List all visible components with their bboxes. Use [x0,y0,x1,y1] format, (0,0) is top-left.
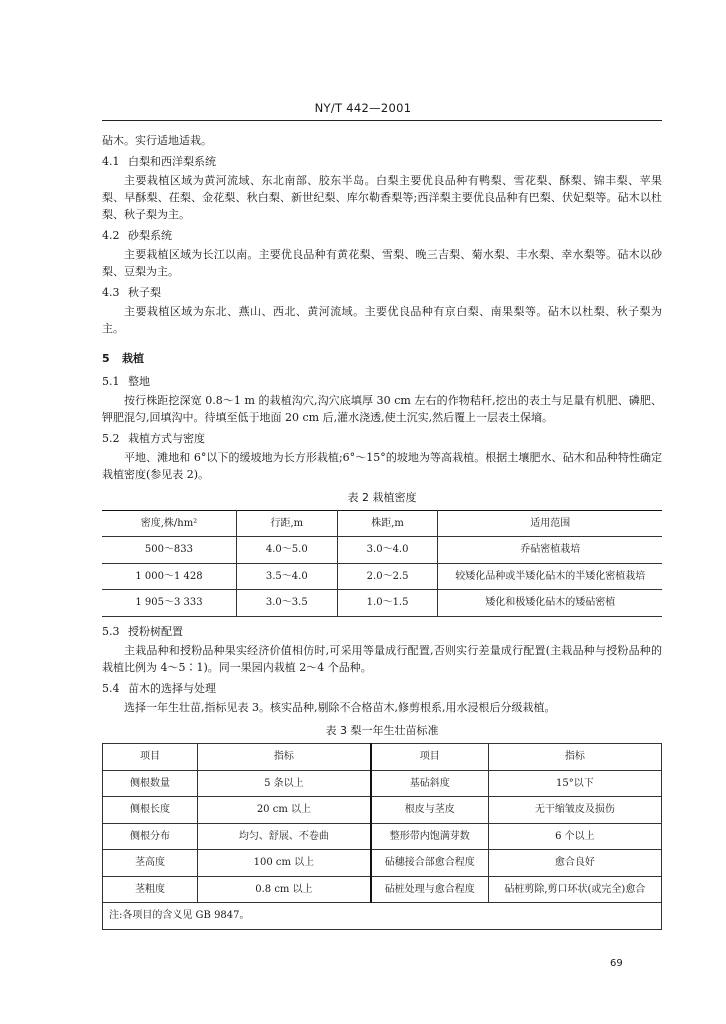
table-cell: 侧根分布 [103,823,198,850]
table-header-cell: 行距,m [236,510,337,537]
section-title: 栽植 [122,351,144,365]
table-cell: 整形带内饱满芽数 [371,823,488,850]
section-title: 苗木的选择与处理 [128,682,216,696]
section-5-4-heading [102,680,662,697]
table-3-seedling-standard [102,743,662,930]
table-cell: 均匀、舒展、不卷曲 [198,823,371,850]
section-number: 4.3 [102,286,120,300]
table-cell: 较矮化品种或半矮化砧木的半矮化密植栽培 [438,563,662,590]
table-cell: 茎高度 [103,850,198,877]
table-header-row [102,510,662,537]
section-number: 4.2 [102,229,120,243]
table-2-caption: 表 2 栽植密度 [347,490,417,504]
section-5-2-body: 平地、滩地和 6°以下的缓坡地为长方形栽植;6°～15°的坡地为等高栽植。根据土壤肥水、砧木和品种特性确定栽植密度(参见表 2)。 [102,450,662,481]
section-title: 砂梨系统 [128,229,172,243]
section-4-3-heading [102,284,662,301]
page-number: 69 [610,958,623,969]
table-header-row [103,744,662,771]
table-cell: 15°以下 [488,770,661,797]
section-4-1-body: 主要栽植区域为黄河流域、东北南部、胶东半岛。白梨主要优良品种有鸭梨、雪花梨、酥梨、锦丰梨、苹果梨、早酥梨、茌梨、金花梨、秋白梨、新世纪梨、库尔勒香梨等;西洋梨主要优良品种有巴梨、伏妃梨等。砧木以杜梨、秋子梨为主。 [102,174,662,222]
section-4-2-heading [102,227,662,244]
section-5-1-heading [102,373,662,390]
table-3-caption: 表 3 梨一年生壮苗标准 [325,724,439,738]
table-note: 注:各项目的含义见 GB 9847。 [103,903,662,930]
table-cell: 侧根长度 [103,797,198,824]
page-content [102,132,662,930]
section-5-4-body: 选择一年生壮苗,指标见表 3。核实品种,剔除不合格苗木,修剪根系,用水浸根后分级栽植。 [124,701,556,715]
table-header-cell: 适用范围 [438,510,662,537]
section-number: 4.1 [102,155,120,169]
section-number: 5.4 [102,682,120,696]
section-5-heading [102,350,662,367]
section-4-2-body: 主要栽植区域为长江以南。主要优良品种有黄花梨、雪梨、晚三吉梨、菊水梨、丰水梨、幸水梨等。砧木以砂梨、豆梨为主。 [102,248,662,279]
table-row [103,876,662,903]
section-5-3-heading [102,623,662,640]
header-rule [102,120,662,121]
table-cell: 2.0～2.5 [337,563,438,590]
table-header-cell: 密度,株/hm² [102,510,236,537]
table-cell: 砧桩处理与愈合程度 [371,876,488,903]
table-cell: 侧根数量 [103,770,198,797]
section-title: 授粉树配置 [128,624,183,638]
table-cell: 1.0～1.5 [337,590,438,617]
table-cell: 3.0～3.5 [236,590,337,617]
table-cell: 3.5～4.0 [236,563,337,590]
table-cell: 0.8 cm 以上 [198,876,371,903]
table-cell: 6 个以上 [488,823,661,850]
table-cell: 茎粗度 [103,876,198,903]
table-cell: 砧桩剪除,剪口环状(或完全)愈合 [488,876,661,903]
table-row [102,563,662,590]
section-number: 5.2 [102,431,120,445]
table-row [102,537,662,564]
section-title: 栽植方式与密度 [128,431,205,445]
table-row [103,770,662,797]
table-row [102,590,662,617]
section-5-3-body: 主栽品种和授粉品种果实经济价值相仿时,可采用等量成行配置,否则实行差量成行配置(主栽品种与授粉品种的栽植比例为 4～5∶1)。同一果园内栽植 2～4 个品种。 [102,643,662,674]
table-header-cell: 指标 [198,744,371,771]
section-4-3-body: 主要栽植区域为东北、燕山、西北、黄河流域。主要优良品种有京白梨、南果梨等。砧木以杜梨、秋子梨为主。 [102,305,662,336]
table-cell: 20 cm 以上 [198,797,371,824]
table-cell: 1 000～1 428 [102,563,236,590]
table-cell: 矮化和极矮化砧木的矮砧密植 [438,590,662,617]
table-cell: 无干缩皱皮及损伤 [488,797,661,824]
section-4-1-heading [102,153,662,170]
table-cell: 1 905～3 333 [102,590,236,617]
standard-code-header: NY/T 442—2001 [314,101,412,115]
table-cell: 5 条以上 [198,770,371,797]
table-header-cell: 指标 [488,744,661,771]
section-title: 整地 [128,374,150,388]
section-5-1-body: 按行株距挖深宽 0.8～1 m 的栽植沟穴,沟穴底填厚 30 cm 左右的作物秸秆,挖出的表土与足量有机肥、磷肥、钾肥混匀,回填沟中。待填至低于地面 20 cm 后,灌水浇透,使土沉实,然后覆上一层表土保墒。 [102,393,662,424]
table-header-cell: 株距,m [337,510,438,537]
table-note-row [103,903,662,930]
table-header-cell: 项目 [371,744,488,771]
table-cell: 基砧斜度 [371,770,488,797]
table-row [103,850,662,877]
table-cell: 愈合良好 [488,850,661,877]
table-cell: 乔砧密植栽培 [438,537,662,564]
table-cell: 根皮与茎皮 [371,797,488,824]
table-header-cell: 项目 [103,744,198,771]
table-cell: 3.0～4.0 [337,537,438,564]
table-row [103,823,662,850]
section-number: 5 [102,351,110,365]
section-number: 5.1 [102,374,120,388]
table-cell: 4.0～5.0 [236,537,337,564]
continuation-text: 砧木。实行适地适栽。 [102,134,212,147]
section-5-2-heading [102,430,662,447]
section-title: 秋子梨 [128,286,161,300]
table-cell: 砧穗接合部愈合程度 [371,850,488,877]
table-cell: 500～833 [102,537,236,564]
table-2-planting-density [102,510,662,617]
table-cell: 100 cm 以上 [198,850,371,877]
section-number: 5.3 [102,624,120,638]
section-title: 白梨和西洋梨系统 [128,155,216,169]
table-row [103,797,662,824]
